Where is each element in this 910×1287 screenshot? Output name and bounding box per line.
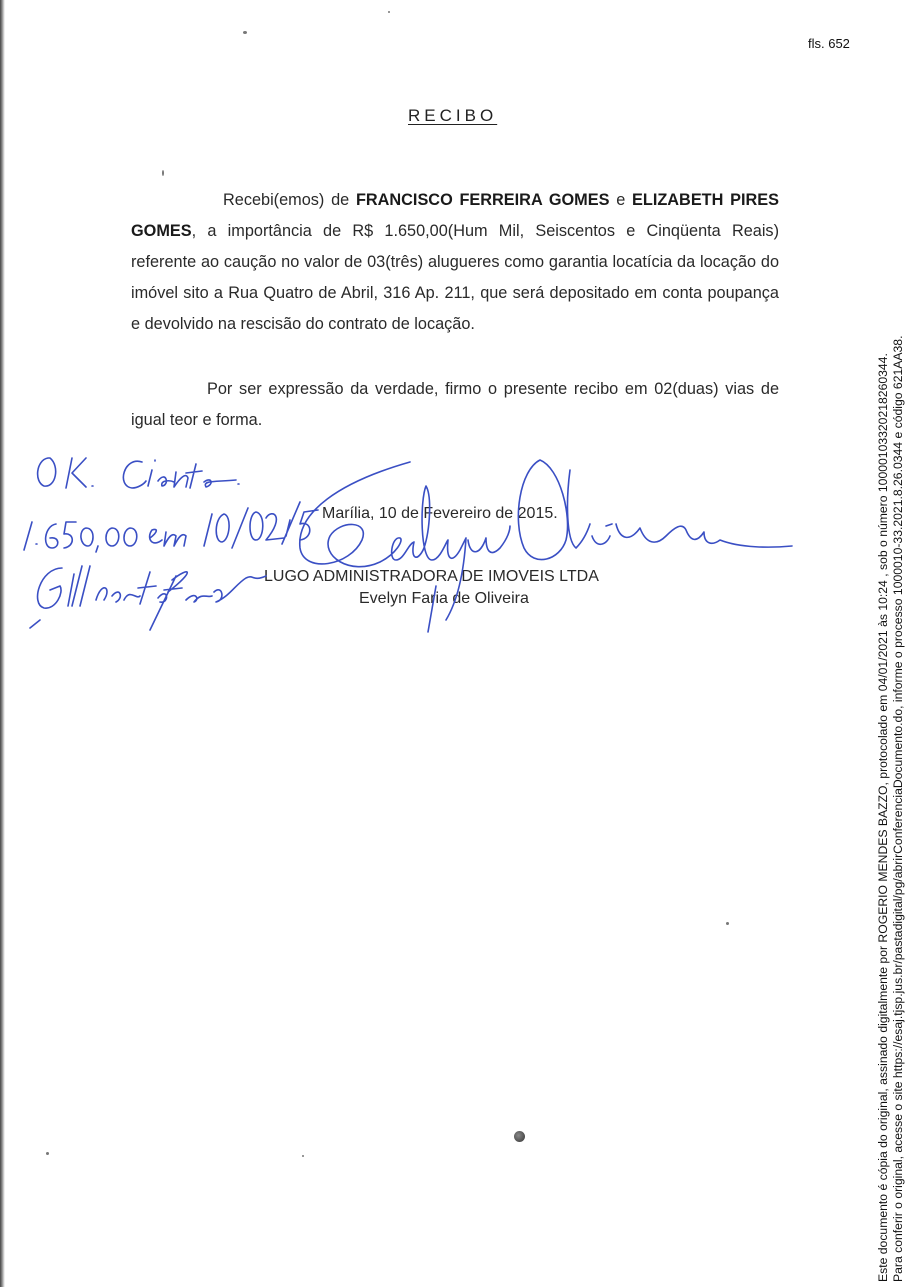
receipt-text-start: Recebi(emos) de: [223, 191, 356, 209]
declaration-paragraph: Por ser expressão da verdade, firmo o presente recibo em 02(duas) vias de igual teor e forma.: [131, 380, 779, 429]
digital-signature-stamp: [876, 12, 906, 1282]
handwritten-amount-date: [24, 502, 318, 552]
handwritten-signature: [428, 586, 436, 632]
scan-speck: [726, 922, 729, 925]
scan-speck: [162, 170, 164, 176]
receipt-paragraph: [131, 185, 779, 340]
ink-blot: [514, 1131, 525, 1142]
page-number: fls. 652: [808, 36, 850, 51]
signatory-name: Evelyn Faria de Oliveira: [359, 590, 529, 607]
scan-speck: [243, 31, 247, 34]
stamp-line-1: Este documento é cópia do original, assinado digitalmente por ROGERIO MENDES BAZZO, protocolado em 04/01/2021 às 10:24 , sob o número 10000103320218260344.: [876, 353, 890, 1282]
date-line: Marília, 10 de Fevereiro de 2015.: [322, 505, 558, 522]
handwritten-ok-ciente: [38, 458, 239, 488]
payer-name-1: FRANCISCO FERREIRA GOMES: [355, 191, 610, 209]
payer-name-2: ELIZABETH PIRES GOMES: [131, 191, 779, 240]
scan-speck: [302, 1155, 304, 1157]
stamp-line-2: Para conferir o original, acesse o site https://esaj.tjsp.jus.br/pastadigital/pg/abrirConferenciaDocumento.do, informe o processo 1000010-33.2021.8.26.0344 e código 621AA38.: [891, 335, 905, 1282]
handwritten-initials: [30, 566, 266, 630]
handwritten-signature: [300, 460, 792, 620]
scan-speck: [46, 1152, 49, 1155]
company-name: LUGO ADMINISTRADORA DE IMOVEIS LTDA: [264, 568, 599, 585]
scan-speck: [388, 11, 390, 13]
receipt-text-and: e: [609, 191, 633, 209]
document-title: RECIBO: [408, 106, 498, 125]
handwritten-annotations: [0, 430, 910, 650]
receipt-text-body: , a importância de R$ 1.650,00(Hum Mil, Seiscentos e Cinqüenta Reais) referente ao caução no valor de 03(três) alugueres como garantia locatícia da locação do imóvel sito a Rua Quatro de Abril, 316 Ap. 211, que será depositado em conta poupança e devolvido na rescisão do contrato de locação.: [131, 222, 779, 333]
